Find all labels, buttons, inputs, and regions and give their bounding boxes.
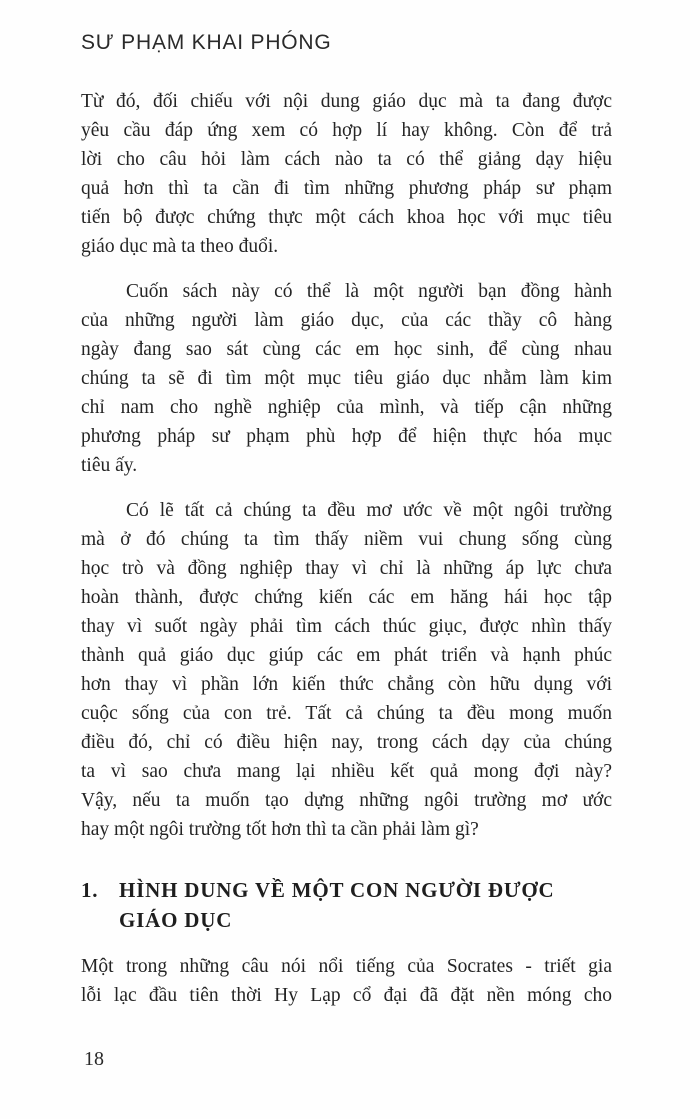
text-line: cuộc sống của con trẻ. Tất cả chúng ta đều mong muốn	[81, 703, 612, 724]
text-line: ngày đang sao sát cùng các em học sinh, để cùng nhau	[81, 339, 612, 360]
text-line: Một trong những câu nói nổi tiếng của Socrates - triết gia	[81, 956, 612, 977]
text-line: ta vì sao chưa mang lại nhiều kết quả mong đợi này?	[81, 761, 612, 782]
text-line: mà ở đó chúng ta tìm thấy niềm vui chung sống cùng	[81, 529, 612, 550]
text-line: điều đó, chỉ có điều hiện nay, trong cách dạy của chúng	[81, 732, 612, 753]
text-line: của những người làm giáo dục, của các thầy cô hàng	[81, 310, 612, 331]
text-line: tiêu ấy.	[81, 455, 138, 476]
text-line: lời cho câu hỏi làm cách nào ta có thể giảng dạy hiệu	[81, 149, 612, 170]
section-heading	[81, 875, 612, 935]
paragraph	[81, 87, 612, 261]
text-line: hơn thay vì phần lớn kiến thức chẳng còn hữu dụng với	[81, 674, 612, 695]
heading-line: HÌNH DUNG VỀ MỘT CON NGƯỜI ĐƯỢC	[119, 878, 555, 902]
text-line: phương pháp sư phạm phù hợp để hiện thực hóa mục	[81, 426, 612, 447]
text-line: tiến bộ được chứng thực một cách khoa học với mục tiêu	[81, 207, 612, 228]
section-heading-text	[119, 875, 612, 935]
paragraph	[81, 277, 612, 480]
text-line: yêu cầu đáp ứng xem có hợp lí hay không. Còn để trả	[81, 120, 612, 141]
section-number: 1.	[81, 878, 99, 902]
text-line: Có lẽ tất cả chúng ta đều mơ ước về một ngôi trường	[126, 500, 612, 521]
heading-line: GIÁO DỤC	[119, 908, 233, 932]
text-line: lỗi lạc đầu tiên thời Hy Lạp cổ đại đã đặt nền móng cho	[81, 985, 612, 1006]
text-line: học trò và đồng nghiệp thay vì chỉ là những áp lực chưa	[81, 558, 612, 579]
text-line: thành quả giáo dục giúp các em phát triển và hạnh phúc	[81, 645, 612, 666]
text-line: giáo dục mà ta theo đuổi.	[81, 236, 279, 257]
text-line: quả hơn thì ta cần đi tìm những phương pháp sư phạm	[81, 178, 612, 199]
text-line: chỉ nam cho nghề nghiệp của mình, và tiếp cận những	[81, 397, 612, 418]
running-header: SƯ PHẠM KHAI PHÓNG	[81, 31, 332, 54]
paragraph	[81, 496, 612, 844]
text-line: Cuốn sách này có thể là một người bạn đồng hành	[126, 281, 612, 302]
text-line: hay một ngôi trường tốt hơn thì ta cần phải làm gì?	[81, 819, 479, 840]
paragraph	[81, 952, 612, 1010]
text-line: Vậy, nếu ta muốn tạo dựng những ngôi trường mơ ước	[81, 790, 612, 811]
text-line: Từ đó, đối chiếu với nội dung giáo dục mà ta đang được	[81, 91, 612, 112]
text-line: chúng ta sẽ đi tìm một mục tiêu giáo dục nhằm làm kim	[81, 368, 612, 389]
text-content	[81, 87, 612, 1026]
page-number: 18	[84, 1048, 104, 1070]
text-line: hoàn thành, được chứng kiến các em hăng hái học tập	[81, 587, 612, 608]
text-line: thay vì suốt ngày phải tìm cách thúc giục, được nhìn thấy	[81, 616, 612, 637]
